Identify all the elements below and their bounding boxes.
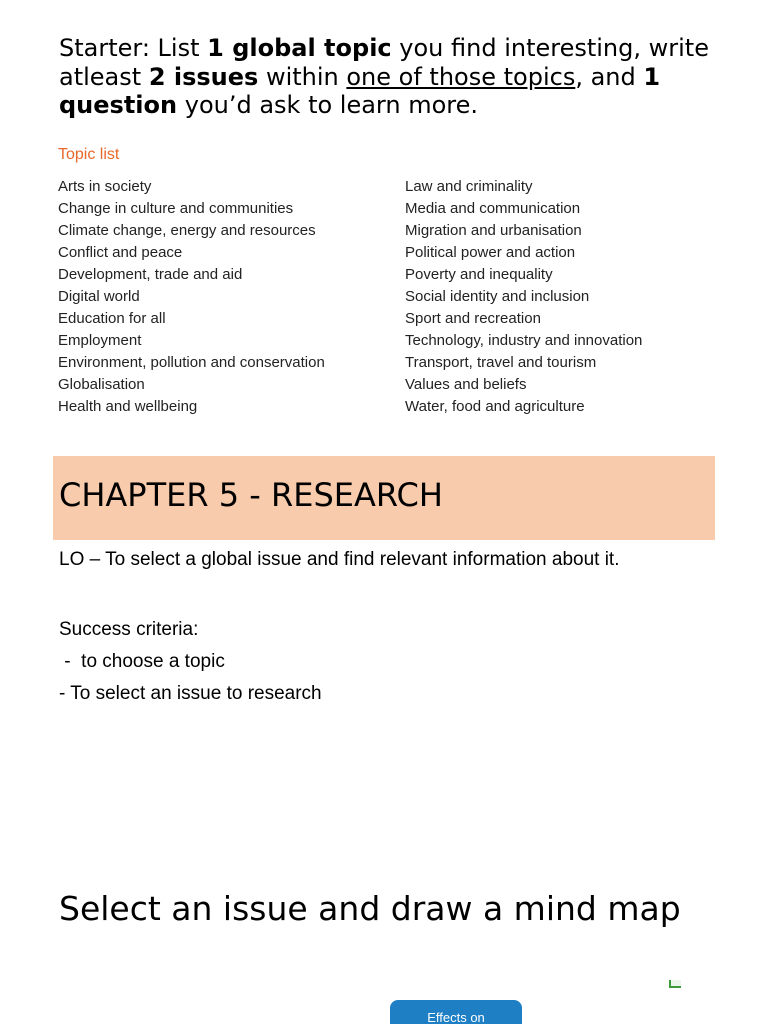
starter-text-1: you find interesting, write atleast — [59, 34, 709, 91]
topic-item: Development, trade and aid — [58, 266, 243, 283]
topic-item: Law and criminality — [405, 178, 533, 195]
success-criteria-heading: Success criteria: — [59, 619, 199, 640]
starter-bold-issues: 2 issues — [148, 62, 259, 91]
success-criteria — [59, 614, 322, 710]
topic-item: Migration and urbanisation — [405, 222, 582, 239]
topic-item: Conflict and peace — [58, 244, 183, 261]
topic-item: Sport and recreation — [405, 310, 541, 327]
topic-item: Water, food and agriculture — [405, 398, 585, 415]
topic-item: Education for all — [58, 310, 166, 327]
starter-underlined-topics: one of those topics — [346, 62, 576, 91]
topic-item: Technology, industry and innovation — [405, 332, 643, 349]
starter-suffix: you’d ask to learn more. — [177, 91, 479, 119]
starter-text-3: , and — [575, 62, 644, 91]
learning-objective: LO – To select a global issue and find relevant information about it. — [59, 549, 620, 570]
topic-item: Transport, travel and tourism — [405, 354, 597, 371]
topic-item: Poverty and inequality — [405, 266, 553, 283]
topic-list-heading: Topic list — [58, 146, 120, 163]
topic-item: Climate change, energy and resources — [58, 222, 316, 239]
starter-text-2: within — [258, 62, 347, 91]
chapter-banner — [53, 456, 715, 540]
topic-list-left-column — [58, 176, 325, 418]
topic-item: Employment — [58, 332, 142, 349]
topic-item: Social identity and inclusion — [405, 288, 590, 305]
starter-bold-topic: 1 global topic — [207, 34, 392, 62]
topic-item: Globalisation — [58, 376, 145, 393]
topic-item: Arts in society — [58, 178, 152, 195]
starter-prefix: Starter: List — [59, 34, 208, 62]
chapter-title: CHAPTER 5 - RESEARCH — [59, 476, 443, 514]
topic-list-right-column — [405, 176, 642, 418]
success-criteria-item: - to choose a topic — [59, 651, 225, 672]
topic-item: Values and beliefs — [405, 376, 527, 393]
topic-item: Environment, pollution and conservation — [58, 354, 325, 371]
topic-item: Media and communication — [405, 200, 581, 217]
topic-item: Digital world — [58, 288, 140, 305]
topic-item: Health and wellbeing — [58, 398, 198, 415]
starter-bold-question: 1 question — [59, 62, 661, 119]
mind-map-heading: Select an issue and draw a mind map — [59, 889, 681, 928]
topic-item: Change in culture and communities — [58, 200, 294, 217]
mind-map-node-effects: Effects on — [390, 1000, 522, 1024]
starter-instruction — [59, 34, 749, 120]
resize-handle-icon — [669, 980, 681, 988]
success-criteria-item: - To select an issue to research — [59, 683, 322, 704]
topic-item: Political power and action — [405, 244, 576, 261]
